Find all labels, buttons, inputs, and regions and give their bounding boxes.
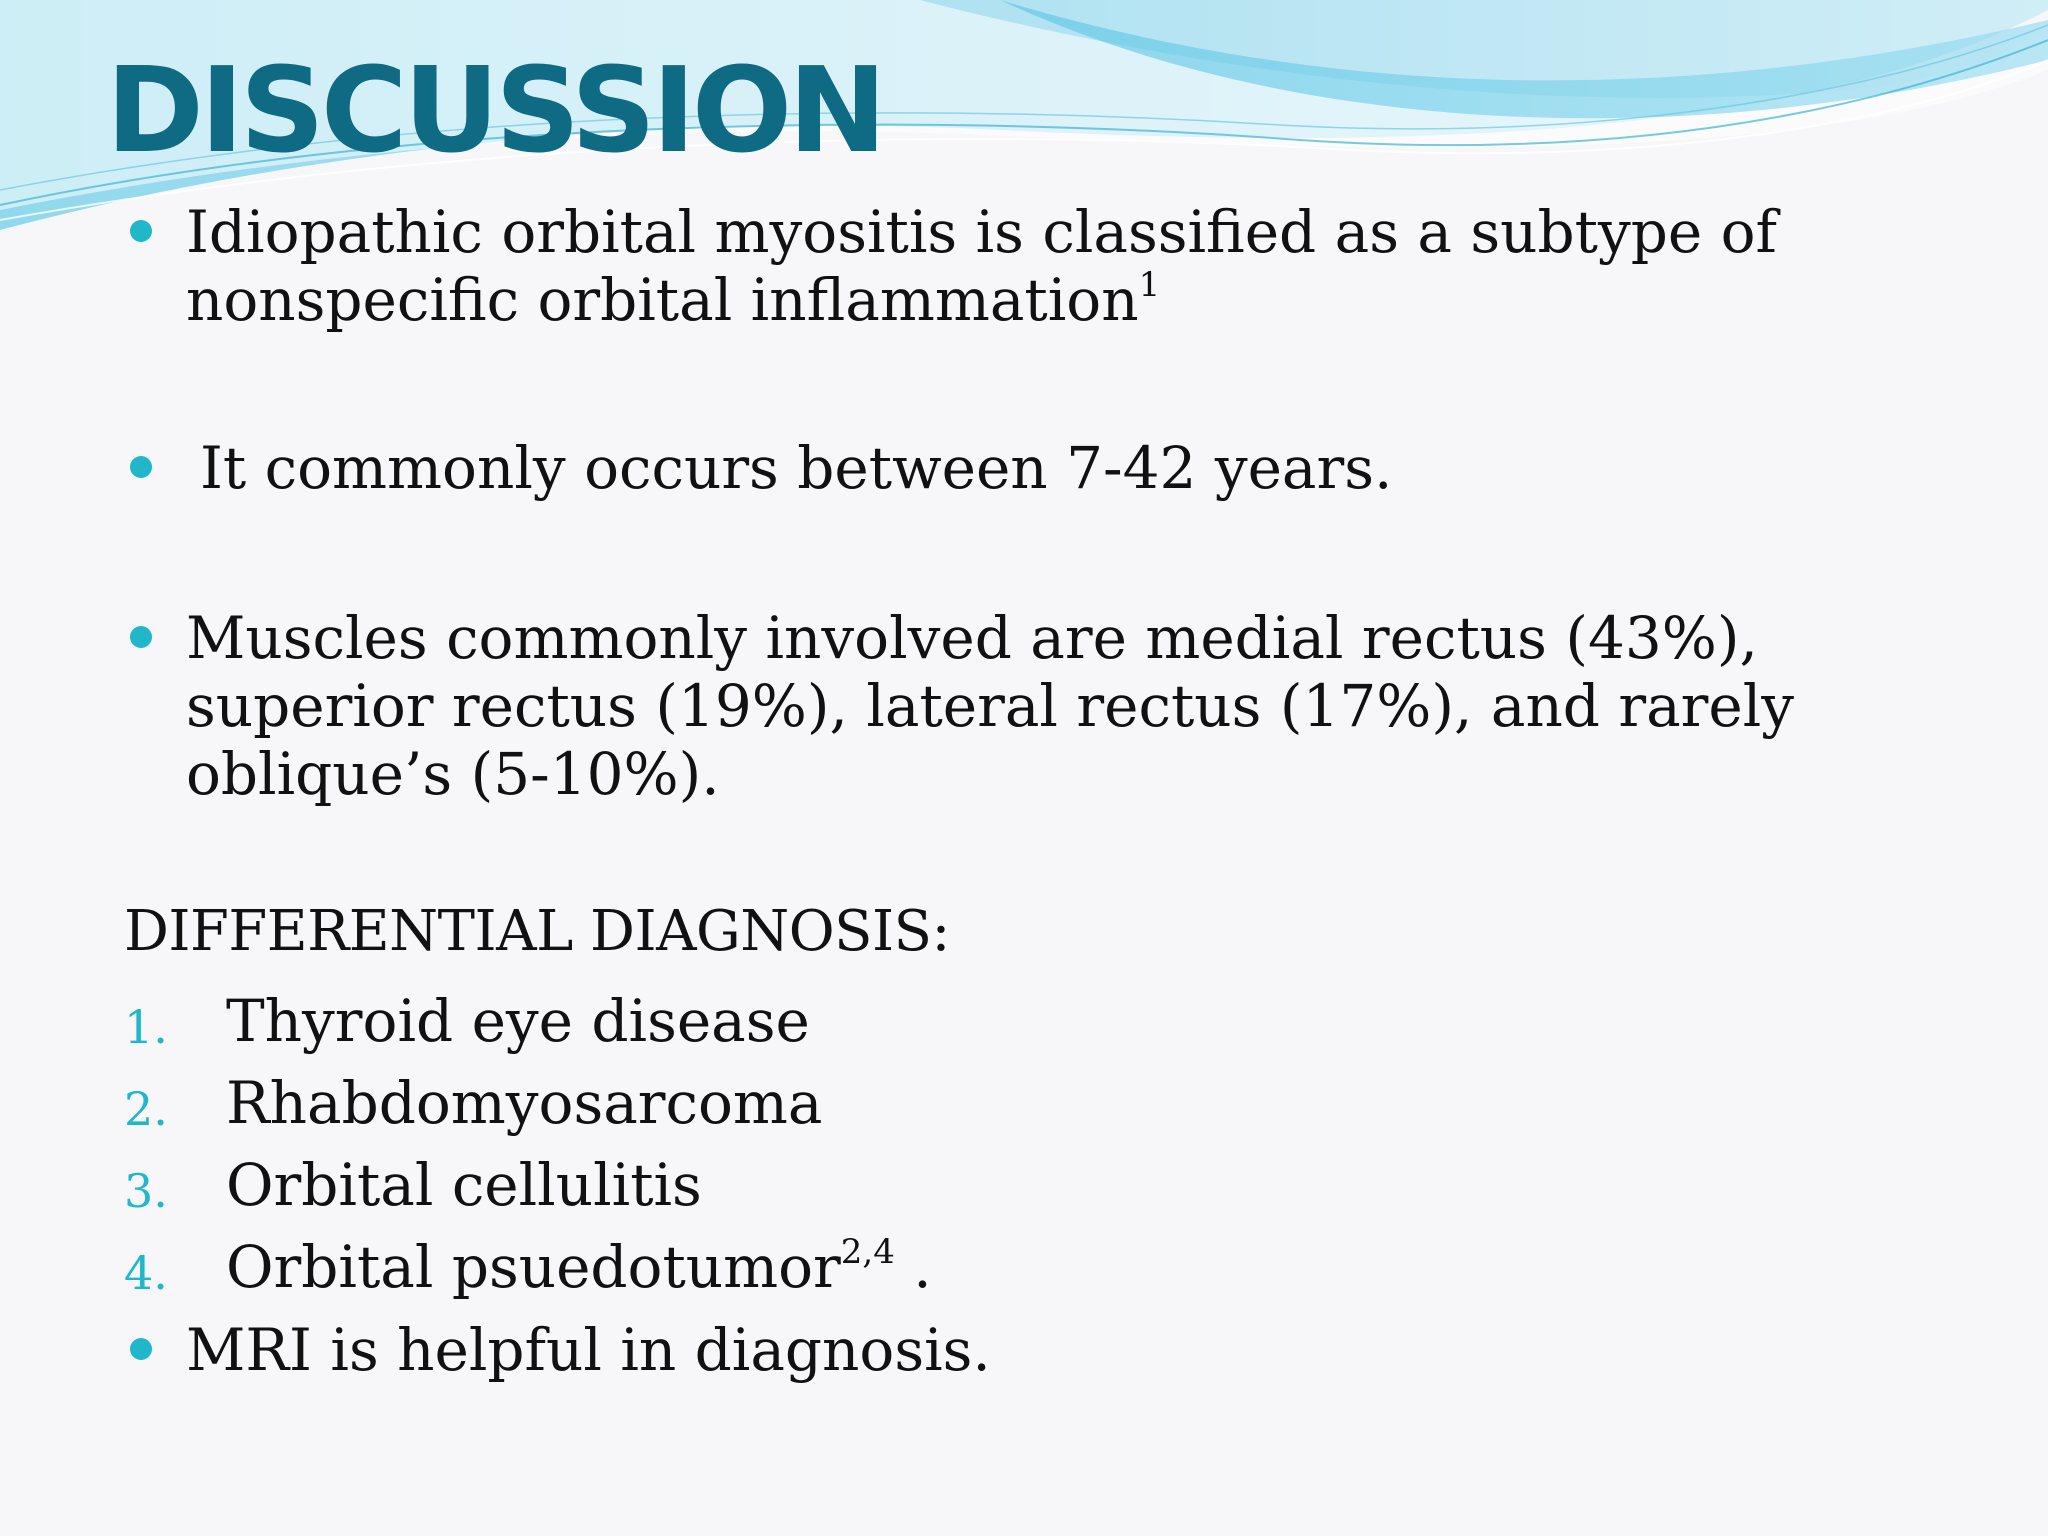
list-number: 4. <box>124 1246 168 1300</box>
bullet-item <box>124 1316 1954 1384</box>
citation-superscript: 2,4 <box>840 1232 895 1272</box>
bullet-text: Idiopathic orbital myositis is classified as a subtype of nonspecific orbital inflammation <box>186 198 1778 334</box>
list-number: 3. <box>124 1164 168 1218</box>
list-number: 1. <box>124 1000 168 1054</box>
list-item-text: Orbital cellulitis <box>226 1151 702 1219</box>
differential-heading: DIFFERENTIAL DIAGNOSIS: <box>124 899 950 964</box>
bullet-item <box>124 604 1954 808</box>
list-item-text: Orbital psuedotumor <box>226 1233 841 1301</box>
slide-title: DISCUSSION <box>106 41 883 179</box>
list-number: 2. <box>124 1082 168 1136</box>
citation-superscript: 1 <box>1138 265 1161 305</box>
list-item-suffix: . <box>894 1233 932 1301</box>
list-item-text: Rhabdomyosarcoma <box>226 1069 823 1137</box>
bullet-item <box>124 434 1954 502</box>
list-item <box>124 1062 1954 1144</box>
bullet-item <box>124 198 1954 334</box>
bullet-text: MRI is helpful in diagnosis. <box>186 1316 991 1384</box>
bullet-text: It commonly occurs between 7-42 years. <box>200 434 1393 502</box>
list-item-text: Thyroid eye disease <box>226 987 810 1055</box>
bullet-text: Muscles commonly involved are medial rectus (43%), superior rectus (19%), lateral rectus (17%), and rarely oblique’s (5-10%). <box>186 604 1795 808</box>
list-item <box>124 980 1954 1062</box>
list-item <box>124 1226 1954 1308</box>
list-item <box>124 1144 1954 1226</box>
slide-content <box>124 198 1954 1384</box>
differential-list <box>124 980 1954 1308</box>
